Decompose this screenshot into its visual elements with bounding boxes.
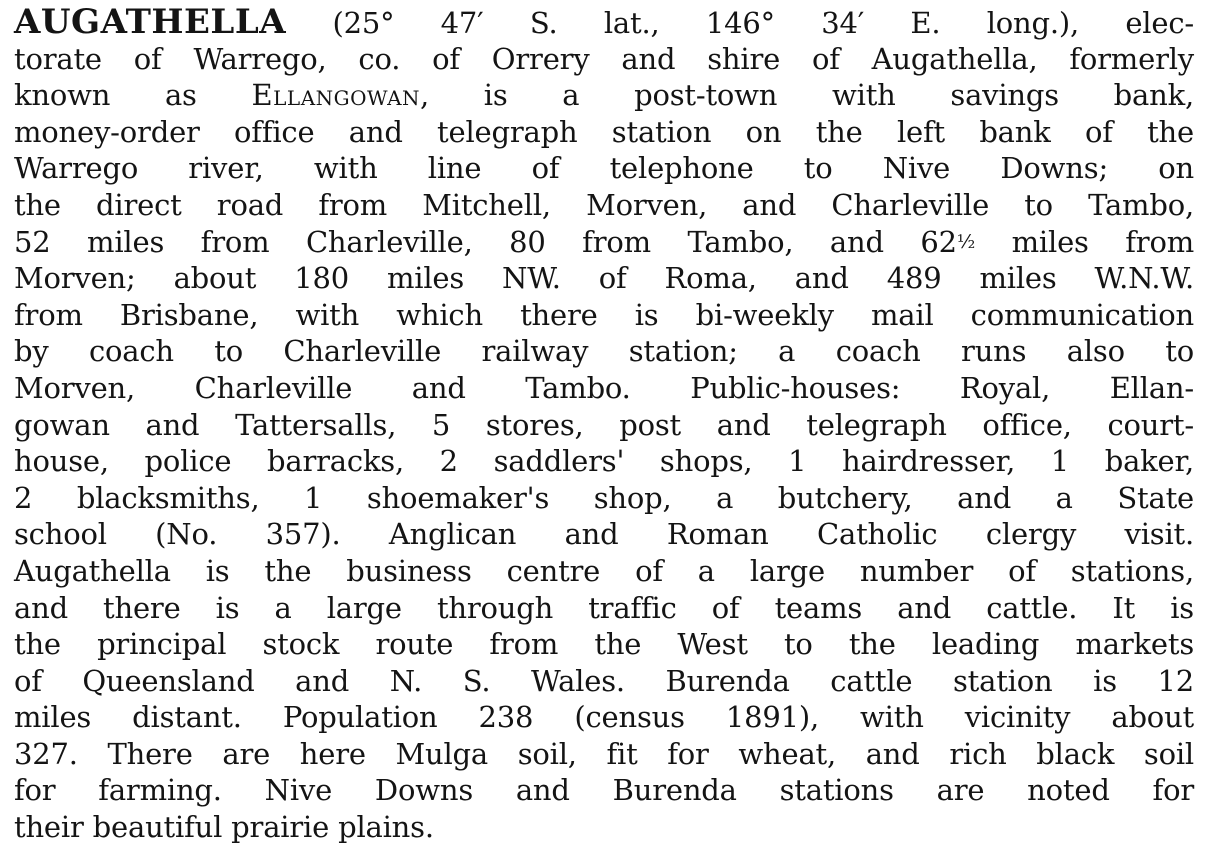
entry-headword: AUGATHELLA <box>14 2 287 42</box>
text-line-20: miles distant. Population 238 (census 1891), with vicinity about <box>14 700 1194 735</box>
text-line-19: of Queensland and N. S. Wales. Burenda cattle station is 12 <box>14 663 1194 698</box>
text-line-10: by coach to Charleville railway station; a coach runs also to <box>14 334 1194 369</box>
text-line-6: the direct road from Mitchell, Morven, and Charleville to Tambo, <box>14 187 1194 222</box>
text-line-9: from Brisbane, with which there is bi-weekly mail communication <box>14 297 1194 332</box>
text-line-15: school (No. 357). Anglican and Roman Catholic clergy visit. <box>14 517 1194 552</box>
text-segment: 52 miles from Charleville, 80 from Tambo, and 62 <box>14 224 957 259</box>
text-segment: miles from <box>975 224 1195 259</box>
text-line-12: gowan and Tattersalls, 5 stores, post and telegraph office, court- <box>14 407 1194 442</box>
coordinates-text: (25° 47′ S. lat., 146° 34′ E. long.), elec- <box>332 6 1194 40</box>
text-line-18: the principal stock route from the West to the leading markets <box>14 627 1194 662</box>
text-segment: , is a post-town with savings bank, <box>420 78 1194 113</box>
text-line-21: 327. There are here Mulga soil, fit for wheat, and rich black soil <box>14 736 1194 771</box>
text-line-1 <box>14 4 1194 41</box>
text-line-7 <box>14 224 1194 261</box>
text-line-3 <box>14 77 1194 114</box>
text-line-5: Warrego river, with line of telephone to Nive Downs; on <box>14 151 1194 186</box>
text-line-4: money-order office and telegraph station on the left bank of the <box>14 114 1194 149</box>
text-line-13: house, police barracks, 2 saddlers' shops, 1 hairdresser, 1 baker, <box>14 444 1194 479</box>
text-segment: known as <box>14 78 197 113</box>
text-line-11: Morven, Charleville and Tambo. Public-houses: Royal, Ellan- <box>14 370 1194 405</box>
former-name: Ellangowan <box>251 78 421 113</box>
text-line-8: Morven; about 180 miles NW. of Roma, and 489 miles W.N.W. <box>14 261 1194 296</box>
text-line-23: their beautiful prairie plains. <box>14 810 434 845</box>
text-line-16: Augathella is the business centre of a large number of stations, <box>14 553 1194 588</box>
fraction-half: ½ <box>956 230 976 253</box>
text-line-14: 2 blacksmiths, 1 shoemaker's shop, a butchery, and a State <box>14 480 1194 515</box>
text-line-2: torate of Warrego, co. of Orrery and shire of Augathella, formerly <box>14 41 1194 76</box>
gazetteer-entry <box>14 4 1194 846</box>
text-line-22: for farming. Nive Downs and Burenda stations are noted for <box>14 773 1194 808</box>
text-line-17: and there is a large through traffic of teams and cattle. It is <box>14 590 1194 625</box>
